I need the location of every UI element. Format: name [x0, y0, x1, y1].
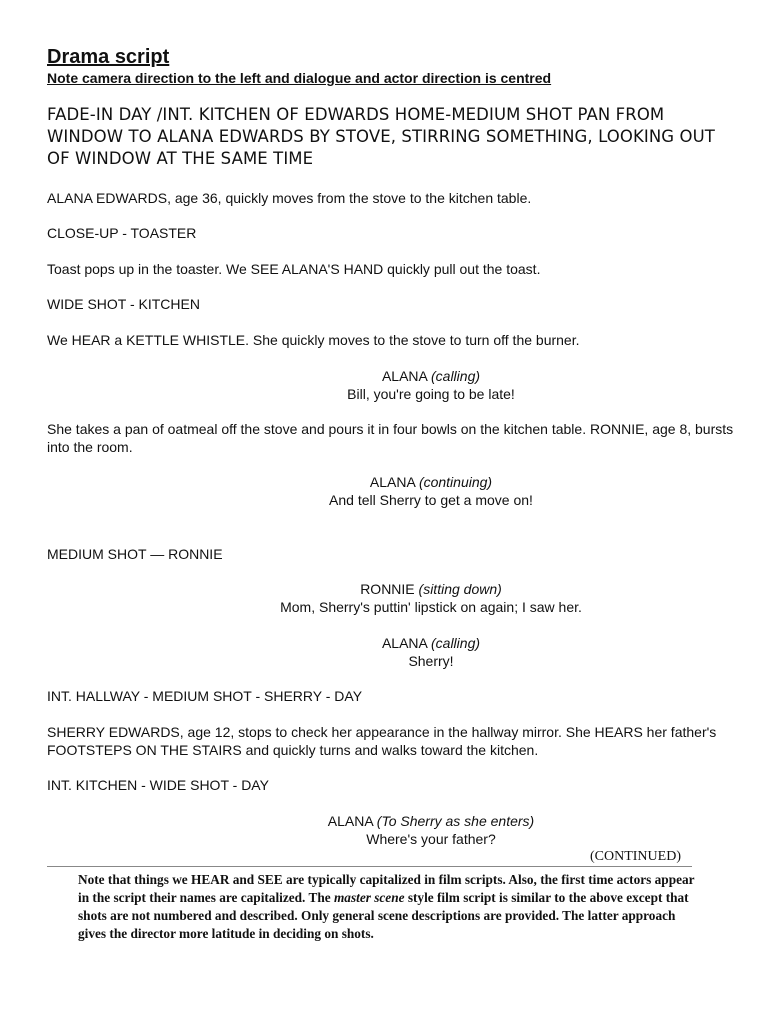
- character-name: ALANA: [381, 635, 431, 651]
- scene-heading: FADE-IN DAY /INT. KITCHEN OF EDWARDS HOME-MEDIUM SHOT PAN FROM WINDOW TO ALANA EDWARDS BY STOVE, STIRRING SOMETHING, LOOKING OUT OF WINDOW AT THE SAME TIME: [47, 105, 715, 168]
- character-name: ALANA: [381, 368, 431, 384]
- action-paragraph: She takes a pan of oatmeal off the stove and pours it in four bowls on the kitchen table. RONNIE, age 8, bursts into the room.: [47, 421, 734, 455]
- dialogue-line: Mom, Sherry's puttin' lipstick on again; I saw her.: [280, 599, 582, 615]
- shot-direction: INT. KITCHEN - WIDE SHOT - DAY: [47, 777, 269, 793]
- document-subtitle: Note camera direction to the left and dialogue and actor direction is centred: [47, 70, 552, 86]
- actor-direction: (To Sherry as she enters): [376, 813, 535, 829]
- shot-direction: WIDE SHOT - KITCHEN: [47, 296, 200, 312]
- dialogue-line: Where's your father?: [366, 831, 496, 847]
- shot-direction: CLOSE-UP - TOASTER: [47, 225, 197, 241]
- action-line: Toast pops up in the toaster. We SEE ALANA'S HAND quickly pull out the toast.: [47, 261, 541, 277]
- footnote-text: style film script is similar to the above except that shots are not numbered and described. Only general scene descriptions are provided. The latter approach gives the director more latitude in deciding on shots.: [78, 890, 689, 941]
- dialogue-cue: [0, 474, 768, 492]
- continued-marker: (CONTINUED): [590, 849, 681, 864]
- action-line: We HEAR a KETTLE WHISTLE. She quickly moves to the stove to turn off the burner.: [47, 332, 580, 348]
- dialogue-line: Sherry!: [408, 653, 454, 669]
- action-paragraph: SHERRY EDWARDS, age 12, stops to check her appearance in the hallway mirror. She HEARS her father's FOOTSTEPS ON THE STAIRS and quickly turns and walks toward the kitchen.: [47, 724, 717, 758]
- dialogue-line: Bill, you're going to be late!: [347, 386, 515, 402]
- document-title: Drama script: [47, 46, 170, 68]
- dialogue-line: And tell Sherry to get a move on!: [329, 492, 533, 508]
- dialogue-cue: [0, 368, 768, 386]
- character-name: RONNIE: [360, 581, 419, 597]
- character-name: ALANA: [327, 813, 377, 829]
- actor-direction: (calling): [431, 368, 481, 384]
- footnote: [78, 871, 703, 943]
- actor-direction: (continuing): [418, 474, 493, 490]
- actor-direction: (calling): [431, 635, 481, 651]
- character-name: ALANA: [369, 474, 419, 490]
- dialogue-cue: [0, 581, 768, 599]
- divider: [47, 866, 692, 867]
- footnote-emphasis: master scene: [333, 890, 405, 905]
- shot-direction: MEDIUM SHOT — RONNIE: [47, 546, 223, 562]
- dialogue-cue: [0, 813, 768, 831]
- action-line: ALANA EDWARDS, age 36, quickly moves from the stove to the kitchen table.: [47, 190, 532, 206]
- actor-direction: (sitting down): [418, 581, 502, 597]
- dialogue-cue: [0, 635, 768, 653]
- shot-direction: INT. HALLWAY - MEDIUM SHOT - SHERRY - DAY: [47, 688, 363, 704]
- footnote-text: Note that things we HEAR and SEE are typically capitalized in film scripts. Also, the first time actors appear in the script their names are capitalized. The: [78, 872, 695, 905]
